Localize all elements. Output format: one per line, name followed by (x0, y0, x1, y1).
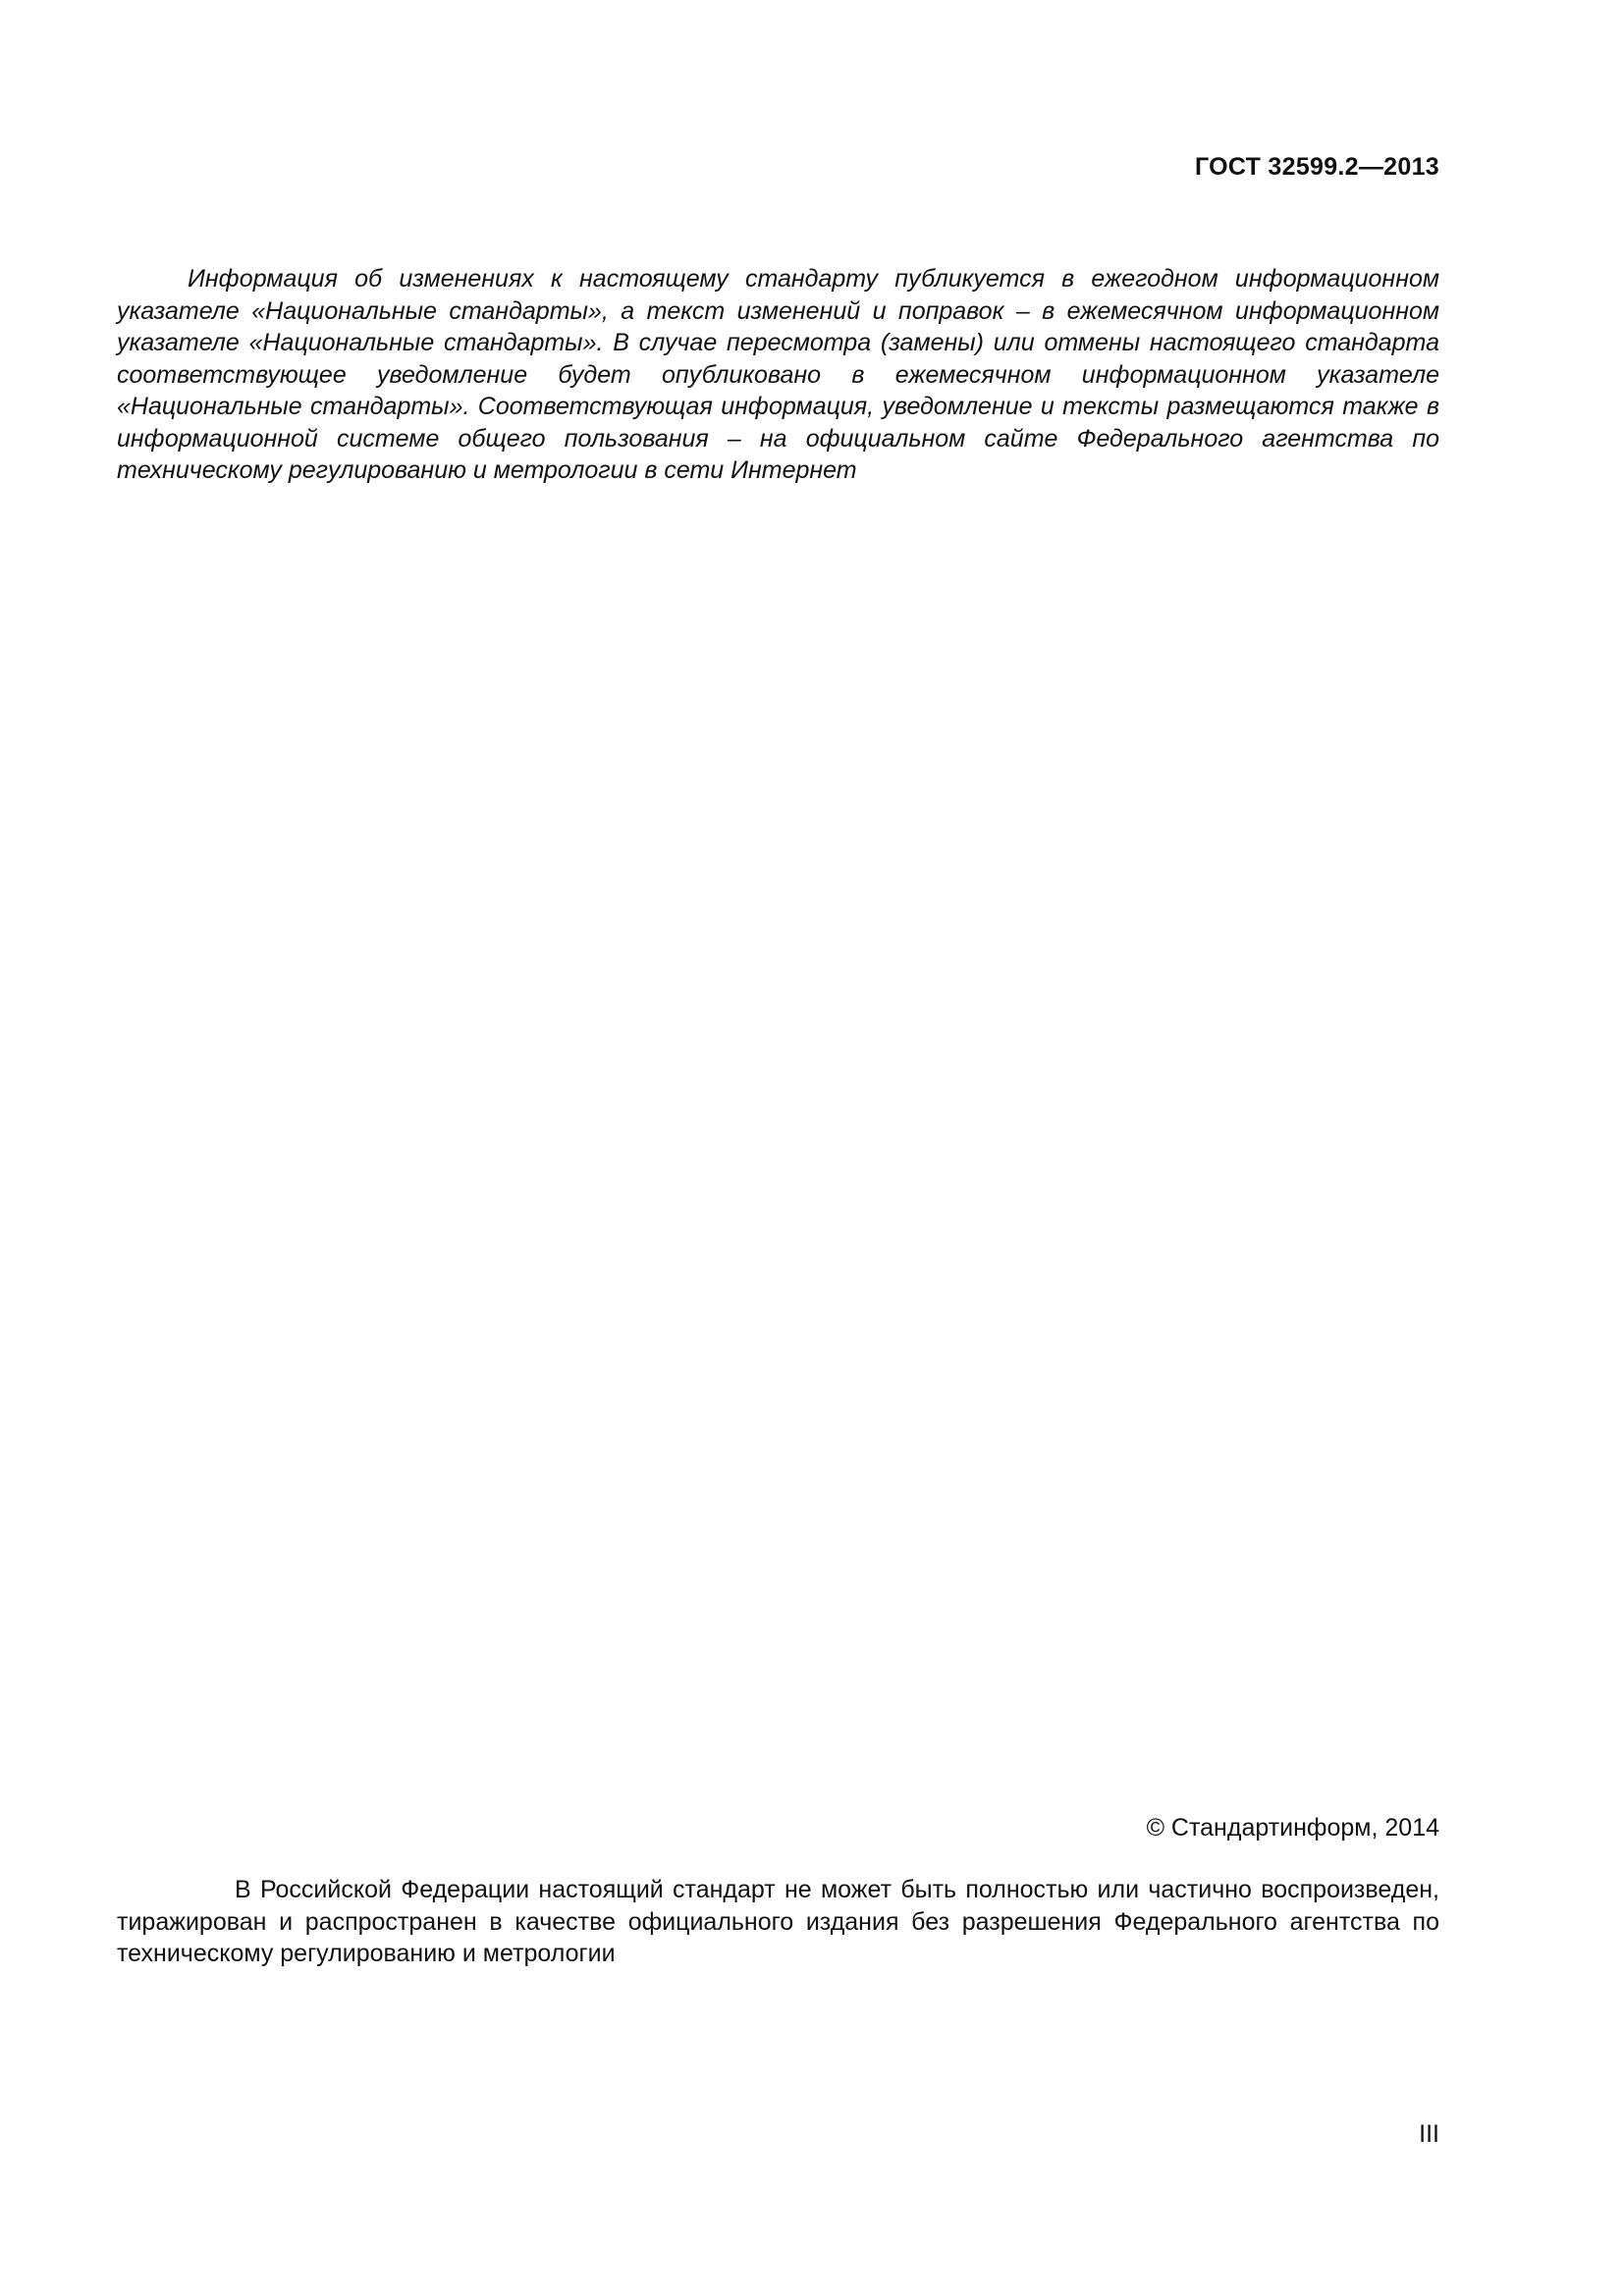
page-number: III (1419, 2120, 1439, 2148)
amendments-notice-paragraph: Информация об изменениях к настоящему стандарту публикуется в ежегодном информационном указателе «Национальные стандарты», а текст изменений и поправок – в ежемесячном информационном указателе «Национальные стандарты». В случае пересмотра (замены) или отмены настоящего стандарта соответствующее уведомление будет опубликовано в ежемесячном информационном указателе «Национальные стандарты». Соответствующая информация, уведомление и тексты размещаются также в информационной системе общего пользования – на официальном сайте Федерального агентства по техническому регулированию и метрологии в сети Интернет (117, 265, 1439, 484)
copyright-line: © Стандартинформ, 2014 (1146, 1814, 1439, 1842)
document-code-header: ГОСТ 32599.2—2013 (1194, 153, 1439, 181)
reproduction-restriction-paragraph: В Российской Федерации настоящий стандарт не может быть полностью или частично воспроизведен, тиражирован и распространен в качестве официального издания без разрешения Федерального агентства по техническому регулированию и метрологии (117, 1876, 1439, 1967)
